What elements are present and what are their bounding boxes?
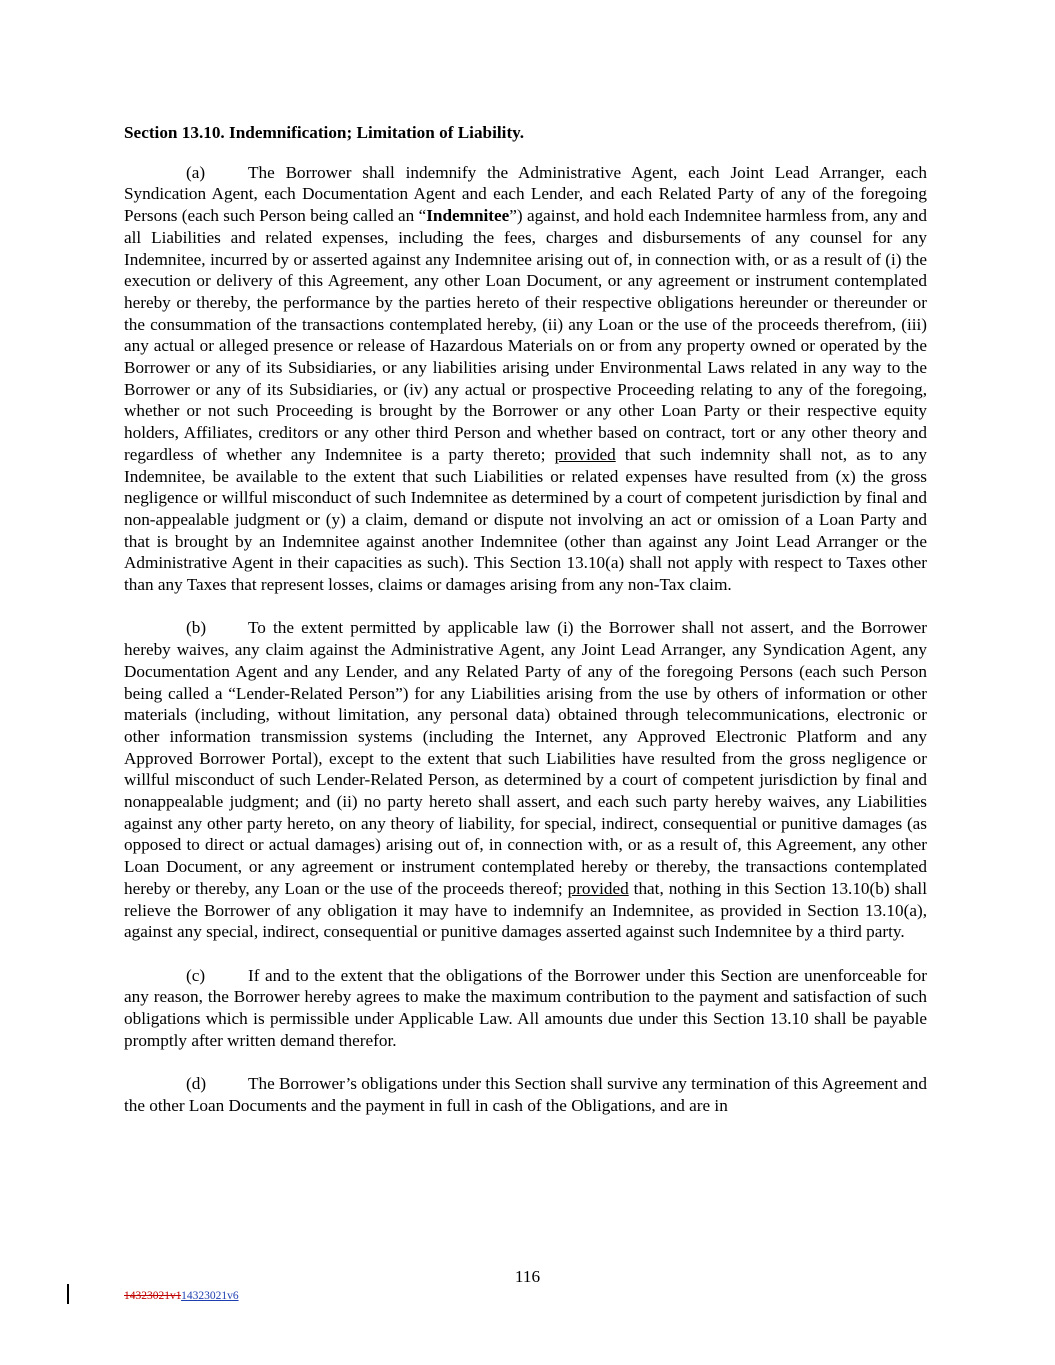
paragraph-a-label: (a) [186, 162, 206, 182]
document-id-deleted: 14323021v1 [124, 1290, 182, 1302]
paragraph-b-text-2: that, nothing in this Section 13.10(b) shall relieve the Borrower of any obligation it may have to indemnify an Indemnitee, as provided in Section 13.10(a), against any special, indirect, consequential or punitive damages asserted against such Indemnitee by a third party. [124, 878, 927, 942]
paragraph-b [124, 617, 927, 943]
document-id [124, 1290, 239, 1302]
defined-term-indemnitee: Indemnitee [426, 206, 510, 226]
paragraph-b-text-1: To the extent permitted by applicable law (i) the Borrower shall not assert, and the Borrower hereby waives, any claim against the Administrative Agent, any Joint Lead Arranger, any Syndication Agent, any Documentation Agent and any Lender, and any Related Party of any of the foregoing Persons (each such Person being called a “Lender-Related Person”) for any Liabilities arising from the use by others of information or other materials (including, without limitation, any personal data) obtained through telecommunications, electronic or other information transmission systems (including the Internet, any Approved Electronic Platform and any Approved Borrower Portal), except to the extent that such Liabilities have resulted from the gross negligence or willful misconduct of such Lender-Related Person, as determined by a court of competent jurisdiction by final and nonappealable judgment; and (ii) no party hereto shall assert, and each such party hereby waives, any Liabilities against any other party hereto, on any theory of liability, for special, indirect, consequential or punitive damages (as opposed to direct or actual damages) arising out of, in connection with, or as a result of, this Agreement, any other Loan Document, or any agreement or instrument contemplated hereby or thereby, the transactions contemplated hereby or thereby, any Loan or the use of the proceeds thereof; [124, 618, 927, 898]
paragraph-a-text-1: The Borrower shall indemnify the Administrative Agent, each Joint Lead Arranger, each Syndication Agent, each Documentation Agent and each Lender, and each Related Party of any of the foregoing Persons (each such Person being called an “ [124, 162, 927, 226]
provided-term-b: provided [567, 878, 629, 898]
paragraph-c-label: (c) [186, 965, 206, 985]
paragraph-d [124, 1073, 927, 1116]
paragraph-a [124, 162, 927, 596]
provided-term-a: provided [554, 444, 616, 464]
paragraph-a-text-3: that such indemnity shall not, as to any Indemnitee, be available to the extent that such Liabilities or related expenses have resulted from (x) the gross negligence or willful misconduct of such Indemnitee as determined by a court of competent jurisdiction by final and non-appealable judgment or (y) a claim, demand or dispute not involving an act or omission of a Loan Party and that is brought by an Indemnitee against another Indemnitee (other than against any Joint Lead Arranger or the Administrative Agent in their capacities as such). This Section 13.10(a) shall not apply with respect to Taxes other than any Taxes that represent losses, claims or damages arising from any non-Tax claim. [124, 444, 928, 595]
paragraph-d-label: (d) [186, 1074, 207, 1094]
page-number: 116 [514, 1267, 541, 1286]
document-page [124, 122, 927, 1138]
paragraph-d-text: The Borrower’s obligations under this Section shall survive any termination of this Agreement and the other Loan Documents and the payment in full in cash of the Obligations, and are in [124, 1074, 927, 1115]
paragraph-c [124, 965, 927, 1052]
document-id-inserted: 14323021v6 [181, 1290, 239, 1302]
revision-change-bar [67, 1284, 69, 1304]
paragraph-b-label: (b) [186, 618, 207, 638]
section-heading: Section 13.10. Indemnification; Limitation of Liability. [124, 123, 525, 142]
paragraph-c-text: If and to the extent that the obligations of the Borrower under this Section are unenforceable for any reason, the Borrower hereby agrees to make the maximum contribution to the payment and satisfaction of such obligations which is permissible under Applicable Law. All amounts due under this Section 13.10 shall be payable promptly after written demand therefor. [124, 965, 927, 1050]
paragraph-a-text-2: ”) against, and hold each Indemnitee harmless from, any and all Liabilities and related expenses, including the fees, charges and disbursements of any counsel for any Indemnitee, incurred by or asserted against any Indemnitee arising out of, in connection with, or as a result of (i) the execution or delivery of this Agreement, any other Loan Document, or any agreement or instrument contemplated hereby or thereby, the performance by the parties hereto of their respective obligations hereunder or thereunder or the consummation of the transactions contemplated hereby, (ii) any Loan or the use of the proceeds therefrom, (iii) any actual or alleged presence or release of Hazardous Materials on or from any property owned or operated by the Borrower or any of its Subsidiaries, or any liabilities arising under Environmental Laws related in any way to the Borrower or any of its Subsidiaries, or (iv) any actual or prospective Proceeding relating to any of the foregoing, whether or not such Proceeding is brought by the Borrower or any other Loan Party or their respective equity holders, Affiliates, creditors or any other third Person and whether based on contract, tort or any other theory and regardless of whether any Indemnitee is a party thereto; [124, 206, 927, 464]
